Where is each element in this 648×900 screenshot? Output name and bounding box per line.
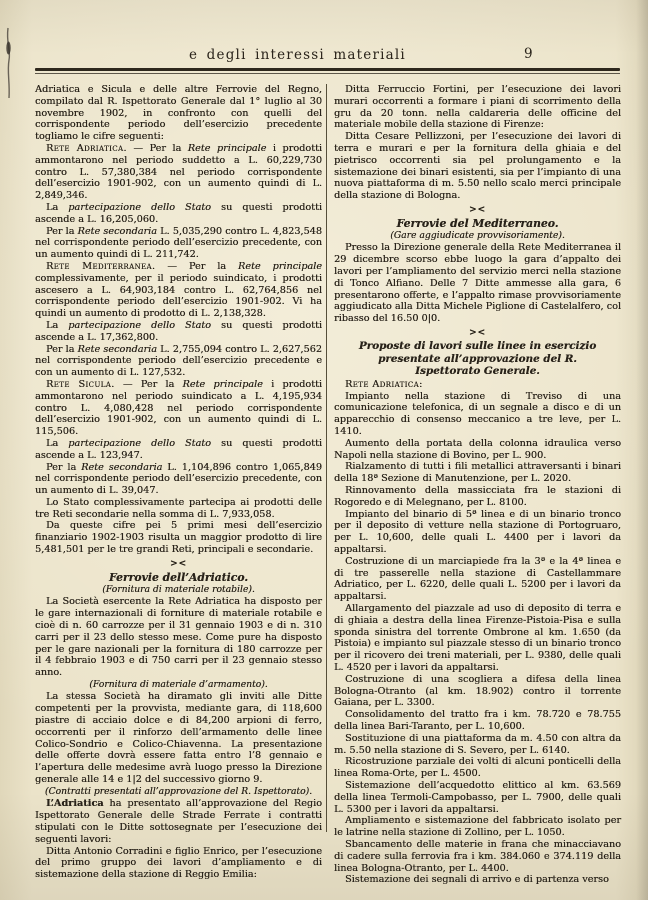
paragraph bbox=[334, 709, 621, 733]
text-segment: Sistemazione dell’acquedotto elittico al km. 63.569 della linea Termoli-Campobasso, per L. 7900, delle quali L. 5300 per i lavori da appaltarsi. bbox=[334, 779, 621, 815]
text-segment: su questi prodotti ascende a L. 17,362,800. bbox=[35, 319, 322, 343]
paragraph bbox=[35, 143, 322, 202]
paragraph bbox=[334, 815, 621, 839]
text-segment: Rialzamento di tutti i fili metallici attraversanti i binari della 18ª Sezione di Manutenzione, per L. 2020. bbox=[334, 461, 621, 485]
paragraph bbox=[35, 261, 322, 320]
section-divider-ornament: >< bbox=[468, 204, 487, 215]
left-column bbox=[35, 84, 323, 881]
header-rule-thick bbox=[35, 68, 620, 71]
text-segment: Allargamento del piazzale ad uso di deposito di terra e di ghiaia a destra della linea Firenze-Pistoia-Pisa e sulla sponda sinistra del torrente Ombrone al km. 1.650 (da Pistoia) e impianto sul piazzale stesso di un binario tronco per il ricovero dei treni materiali, per L. 9380, delle quali L. 4520 per i lavori da appaltarsi. bbox=[334, 602, 621, 673]
scan-edge-shadow bbox=[636, 0, 648, 900]
paragraph bbox=[334, 438, 621, 462]
text-segment: complessivamente, per il periodo suindicato, i prodotti ascesero a L. 64,903,184 contro L. 62,764,856 nel corrispondente periodo dell’esercizio 1901-902. Vi ha quindi un aumento di prodotto di L. 2,138,328. bbox=[35, 272, 322, 320]
paragraph bbox=[35, 438, 322, 462]
text-segment: La Società esercente la Rete Adriatica ha disposto per le gare internazionali di forniture di materiale rotabile e cioè di n. 60 carrozze per il 31 gennaio 1903 e di n. 310 carri per il 23 dello stesso mese. Come pure ha disposto per le gare nazionali per la fornitura di 180 carrozze per il 4 febbraio 1903 e di 750 carri per il 23 gennaio stesso anno. bbox=[35, 596, 322, 679]
text-segment: La bbox=[46, 201, 69, 213]
text-segment: L. 1,104,896 contro 1,065,849 nel corrispondente periodo dell’esercizio precedente, con un aumento di L. 39,047. bbox=[35, 461, 322, 497]
text-segment: i prodotti ammontarono nel periodo suddetto a L. 60,229,730 contro L. 57,380,384 nel periodo corrispondente dell’esercizio 1901-902, con un aumento quindi di L. 2,849,346. bbox=[35, 142, 322, 202]
text-segment: ha presentato all’approvazione del Regio Ispettorato Generale delle Strade Ferrate i contratti stipulati con le Ditte sottosegnate per l’esecuzione dei seguenti lavori: bbox=[35, 798, 322, 845]
text-segment: Per la bbox=[46, 343, 78, 355]
text-segment: partecipazione dello Stato bbox=[68, 201, 212, 213]
text-segment: Impianto nella stazione di Treviso di una comunicazione telefonica, di un segnale a disco e di un apparecchio di consenso meccanico a tre leve, per L. 1410. bbox=[334, 390, 621, 438]
text-segment: Rinnovamento della massicciata fra le stazioni di Rogoredo e di Melegnano, per L. 8100. bbox=[334, 485, 621, 508]
paragraph bbox=[334, 556, 621, 603]
paragraph bbox=[35, 596, 322, 679]
text-segment: — Per la bbox=[114, 378, 183, 390]
text-segment: Lo Stato complessivamente partecipa ai prodotti delle tre Reti secondarie nella somma di L. 7,933,058. bbox=[35, 496, 322, 520]
page-number: 9 bbox=[524, 46, 533, 62]
text-segment: Rete Mediterranea. bbox=[46, 260, 156, 272]
text-segment: Da queste cifre pei 5 primi mesi dell’esercizio finanziario 1902-1903 risulta un maggior prodotto di lire 5,481,501 per le tre grandi Reti, principali e secondarie. bbox=[35, 520, 322, 556]
text-segment: Ricostruzione parziale dei volti di alcuni ponticelli della linea Roma-Orte, per L. 4500. bbox=[334, 756, 621, 780]
text-segment: Rete Sicula. bbox=[46, 378, 115, 390]
section-subheading: (Contratti presentati all’approvazione del R. Ispettorato). bbox=[44, 785, 313, 797]
paragraph bbox=[334, 84, 621, 131]
paragraph bbox=[35, 320, 322, 344]
paragraph bbox=[334, 603, 621, 674]
text-segment: L’Adriatica bbox=[46, 798, 104, 810]
scan-artifact-mark bbox=[2, 26, 18, 105]
section-subheading: (Fornitura di materiale rotabile). bbox=[102, 583, 255, 595]
paragraph bbox=[35, 84, 322, 143]
text-segment: L. 2,755,094 contro L. 2,627,562 nel corrispondente periodo dell’esercizio precedente e con un aumento di L. 127,532. bbox=[35, 343, 322, 379]
text-segment: Per la bbox=[46, 461, 82, 473]
text-segment: Costruzione di una scogliera a difesa della linea Bologna-Otranto (al km. 18.902) contro il torrente Gaiana, per L. 3300. bbox=[334, 673, 621, 709]
text-segment: Rete Adriatica. bbox=[46, 142, 127, 154]
section-heading: Ferrovie del Mediterraneo. bbox=[396, 216, 559, 230]
section-subheading: (Gare aggiudicate provvisoriamente). bbox=[390, 229, 565, 241]
text-segment: Rete principale bbox=[237, 260, 323, 272]
text-segment: Ampliamento e sistemazione del fabbricato isolato per le latrine nella stazione di Zollino, per L. 1050. bbox=[334, 815, 621, 839]
section-subheading: (Fornitura di materiale d’armamento). bbox=[89, 678, 268, 690]
text-segment: Sbancamento delle materie in frana che minacciavano di cadere sulla ferrovia fra i km. 384.060 e 374.119 della linea Bologna-Otranto, per L. 4400. bbox=[334, 838, 621, 874]
paragraph bbox=[35, 798, 322, 845]
text-segment: Rete principale bbox=[182, 378, 263, 390]
text-segment: Rete secondaria bbox=[77, 343, 157, 355]
paragraph bbox=[334, 733, 621, 757]
paragraph bbox=[334, 756, 621, 780]
paragraph bbox=[35, 202, 322, 226]
paragraph bbox=[35, 462, 322, 497]
text-segment: Aumento della portata della colonna idraulica verso Napoli nella stazione di Bovino, per L. 900. bbox=[334, 437, 621, 461]
text-segment: Presso la Direzione generale della Rete Mediterranea il 29 dicembre scorso ebbe luogo la gara d’appalto dei lavori per l’ampliamento del servizio merci nella stazione di Tonco Alfiano. Delle 7 Ditte ammesse alla gara, 6 presentarono offerte, e l’appalto rimase provvisoriamente aggiudicato alla Ditta Michele Piglione di Castelalfero, col ribasso del 16.50 0|0. bbox=[334, 242, 621, 325]
paragraph bbox=[35, 497, 322, 521]
paragraph bbox=[334, 379, 621, 391]
text-segment: Ditta Antonio Corradini e figlio Enrico, per l’esecuzione del primo gruppo dei lavori d’ampliamento e di sistemazione della stazione di Reggio Emilia: bbox=[35, 845, 322, 881]
paragraph bbox=[35, 691, 322, 785]
text-segment: i prodotti ammontarono nel periodo suindicato a L. 4,195,934 contro L. 4,080,428 nel periodo corrispondente dell’esercizio 1901-902, con un aumento quindi di L. 115,506. bbox=[35, 378, 322, 438]
paragraph bbox=[334, 839, 621, 874]
text-segment: Per la bbox=[46, 225, 78, 237]
text-segment: Rete Adriatica bbox=[345, 378, 420, 390]
text-segment: Rete secondaria bbox=[81, 461, 163, 473]
text-segment: Rete secondaria bbox=[77, 225, 157, 237]
paragraph bbox=[334, 391, 621, 438]
text-segment: Rete principale bbox=[187, 142, 267, 154]
text-segment: : bbox=[419, 378, 423, 390]
text-segment: Ditta Ferruccio Fortini, per l’esecuzione dei lavori murari occorrenti a formare i piani di scorrimento della gru da 20 tonn. nella caldareria delle officine del materiale mobile della stazione di Firenze: bbox=[334, 84, 621, 131]
text-segment: Ditta Cesare Pellizzoni, per l’esecuzione dei lavori di terra e murari e per la fornitura della ghiaia e del pietrisco occorrenti sia pel prolungamento e la sistemazione dei binari esistenti, sia per l’impianto di una nuova piattaforma di m. 5.50 nello scalo merci principale della stazione di Bologna. bbox=[334, 131, 621, 202]
section-divider-ornament: >< bbox=[169, 558, 188, 569]
text-segment: La stessa Società ha diramato gli inviti alle Ditte competenti per la provvista, mediante gara, di 118,600 piastre di acciaio dolce e di 84,200 arpioni di ferro, occorrenti per il rinforzo dell’armamento delle linee Colico-Sondrio e Colico-Chiavenna. La presentazione delle offerte dovrà essere fatta entro l’8 gennaio e l’apertura delle medesime avrà luogo presso la Direzione generale alle 14 e 1|2 del successivo giorno 9. bbox=[35, 691, 322, 786]
text-segment: Impianto del binario di 5ª linea e di un binario tronco per il deposito di vetture nella stazione di Portogruaro, per L. 10,600, delle quali L. 4400 per i lavori da appaltarsi. bbox=[334, 508, 621, 555]
text-segment: L. 5,035,290 contro L. 4,823,548 nel corrispondente periodo dell’esercizio precedente, con un aumento quindi di L. 211,742. bbox=[35, 225, 322, 261]
text-segment: Costruzione di un marciapiede fra la 3ª e la 4ª linea e di tre passerelle nella stazione di Castellammare Adriatico, per L. 6220, delle quali L. 5200 per i lavori da appaltarsi. bbox=[334, 555, 621, 603]
section-heading: Proposte di lavori sulle linee in esercizio presentate all’approvazione del R. Ispettorato Generale. bbox=[358, 340, 597, 378]
section-heading: Ferrovie dell’Adriatico. bbox=[108, 570, 249, 584]
paragraph bbox=[35, 226, 322, 261]
paragraph bbox=[334, 674, 621, 709]
column-divider-rule bbox=[326, 84, 327, 832]
paragraph bbox=[334, 242, 621, 325]
text-segment: — Per la bbox=[126, 142, 188, 154]
paragraph bbox=[334, 780, 621, 815]
paragraph bbox=[334, 874, 621, 886]
text-segment: Adriatica e Sicula e delle altre Ferrovie del Regno, compilato dal R. Ispettorato Generale dal 1° luglio al 30 novembre 1902, in confronto con quelli del corrispondente periodo dell’esercizio precedente togliamo le cifre seguenti: bbox=[35, 84, 322, 143]
text-segment: su questi prodotti ascende a L. 123,947. bbox=[35, 437, 322, 461]
text-segment: La bbox=[46, 319, 69, 331]
text-segment: Sostituzione di una piattaforma da m. 4.50 con altra da m. 5.50 nella stazione di S. Severo, per L. 6140. bbox=[334, 732, 621, 756]
paragraph bbox=[35, 344, 322, 379]
paragraph bbox=[35, 846, 322, 881]
running-head-title: e degli interessi materiali bbox=[189, 47, 406, 63]
paragraph bbox=[334, 461, 621, 485]
text-segment: partecipazione dello Stato bbox=[68, 319, 212, 331]
text-segment: La bbox=[46, 437, 69, 449]
header-rule-thin bbox=[35, 73, 620, 74]
text-segment: — Per la bbox=[155, 260, 238, 272]
paragraph bbox=[35, 520, 322, 555]
right-column bbox=[334, 84, 621, 886]
text-segment: partecipazione dello Stato bbox=[68, 437, 212, 449]
text-segment: Consolidamento del tratto fra i km. 78.720 e 78.755 della linea Bari-Taranto, per L. 10,600. bbox=[334, 709, 621, 732]
text-segment: Sistemazione dei segnali di arrivo e di partenza verso bbox=[345, 874, 609, 886]
paragraph bbox=[334, 131, 621, 202]
section-divider-ornament: >< bbox=[468, 328, 487, 339]
paragraph bbox=[35, 379, 322, 438]
text-segment: su questi prodotti ascende a L. 16,205,060. bbox=[35, 201, 322, 225]
paragraph bbox=[334, 509, 621, 556]
paragraph bbox=[334, 485, 621, 509]
